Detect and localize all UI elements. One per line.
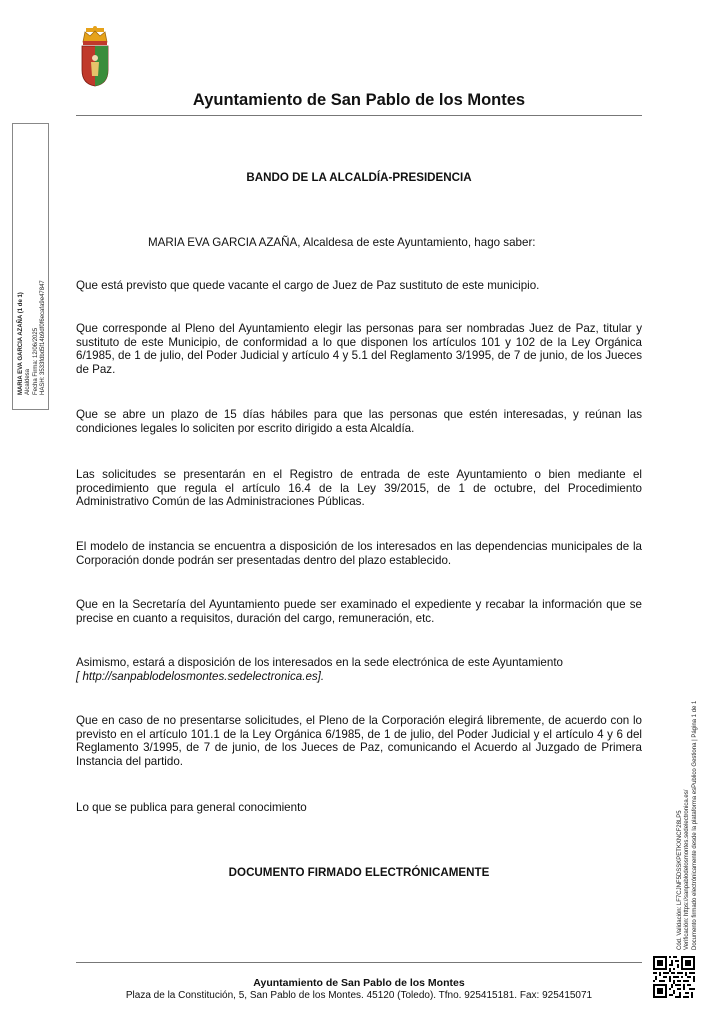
paragraph-competence: Que corresponde al Pleno del Ayuntamiento elegir las personas para ser nombradas Juez de Paz, titular y sustituto de este Municipio, de conformidad a lo que disponen los artículos 101 y 102 de la Ley Orgánica 6/1985, de 1 de julio, del Poder Judicial y artículo 4 y 5.1 del Reglamento 3/1995, de 7 de junio, de los Jueces de Paz. xyxy=(76,322,642,376)
sede-text: Asimismo, estará a disposición de los interesados en la sede electrónica de este Ayuntamiento xyxy=(76,656,563,669)
signature-hash: HASH: 3533fdbd5f14b9df0f6ecafa9e47847 xyxy=(39,280,46,395)
sede-url-link[interactable]: [ http://sanpablodelosmontes.sedelectronica.es]. xyxy=(76,669,325,683)
header-title: Ayuntamiento de San Pablo de los Montes xyxy=(192,91,526,109)
signed-notice: DOCUMENTO FIRMADO ELECTRÓNICAMENTE xyxy=(228,866,490,879)
platform-note: Documento firmado electrónicamente desde la plataforma esPublico Gestiona | Página 1 de 1 xyxy=(691,700,698,950)
validation-code: Cód. Validación: LF7CJNF5DSSKPETKXNCF28LP5 xyxy=(677,810,683,950)
signature-date: Fecha Firma: 12/06/2025 xyxy=(32,327,39,395)
signature-text xyxy=(18,125,47,395)
paragraph-publication: Lo que se publica para general conocimiento xyxy=(76,801,307,814)
signer-role: Alcaldesa xyxy=(25,368,32,395)
verification-text xyxy=(677,630,699,950)
document-title: BANDO DE LA ALCALDÍA-PRESIDENCIA xyxy=(246,171,472,184)
footer-divider xyxy=(76,962,642,963)
paragraph-secretariat: Que en la Secretaría del Ayuntamiento puede ser examinado el expediente y recabar la información que se precise en cuanto a requisitos, duración del cargo, remuneración, etc. xyxy=(76,598,642,625)
municipal-coat-of-arms-icon xyxy=(79,26,111,88)
paragraph-form-model: El modelo de instancia se encuentra a disposición de los interesados en las dependencias municipales de la Corporación donde podrán ser presentadas dentro del plazo establecido. xyxy=(76,540,642,567)
paragraph-applications: Las solicitudes se presentarán en el Registro de entrada de este Ayuntamiento o bien mediante el procedimiento que regula el artículo 16.4 de la Ley 39/2015, de 1 de octubre, del Procedimiento Administrativo Común de las Administraciones Públicas. xyxy=(76,468,642,509)
paragraph-vacancy: Que está previsto que quede vacante el cargo de Juez de Paz sustituto de este municipio. xyxy=(76,279,540,292)
footer-address: Plaza de la Constitución, 5, San Pablo de los Montes. 45120 (Toledo). Tfno. 925415181. Fax: 925415071 xyxy=(125,990,593,1001)
paragraph-no-applications: Que en caso de no presentarse solicitudes, el Pleno de la Corporación elegirá libremente, de acuerdo con lo previsto en el artículo 101.1 de la Ley Orgánica 6/1985, de 1 de julio, del Poder Judicial y el artículo 4 y 6 del Reglamento 3/1995, de 7 de junio, de los Jueces de Paz, comunicando el Acuerdo al Juzgado de Primera Instancia del partido. xyxy=(76,714,642,768)
verification-url[interactable]: Verificación: https://sanpablodelosmontes.sedelectronica.es/ xyxy=(684,789,691,950)
intro-line: MARIA EVA GARCIA AZAÑA, Alcaldesa de este Ayuntamiento, hago saber: xyxy=(148,236,536,249)
header-divider xyxy=(76,115,642,116)
paragraph-sede xyxy=(76,656,642,683)
footer-name: Ayuntamiento de San Pablo de los Montes xyxy=(253,977,465,989)
signer-name: MARIA EVA GARCIA AZAÑA (1 de 1) xyxy=(18,292,24,395)
paragraph-deadline: Que se abre un plazo de 15 días hábiles para que las personas que estén interesadas, y reúnan las condiciones legales lo soliciten por escrito dirigido a esta Alcaldía. xyxy=(76,408,642,435)
qr-code-icon xyxy=(653,956,695,998)
